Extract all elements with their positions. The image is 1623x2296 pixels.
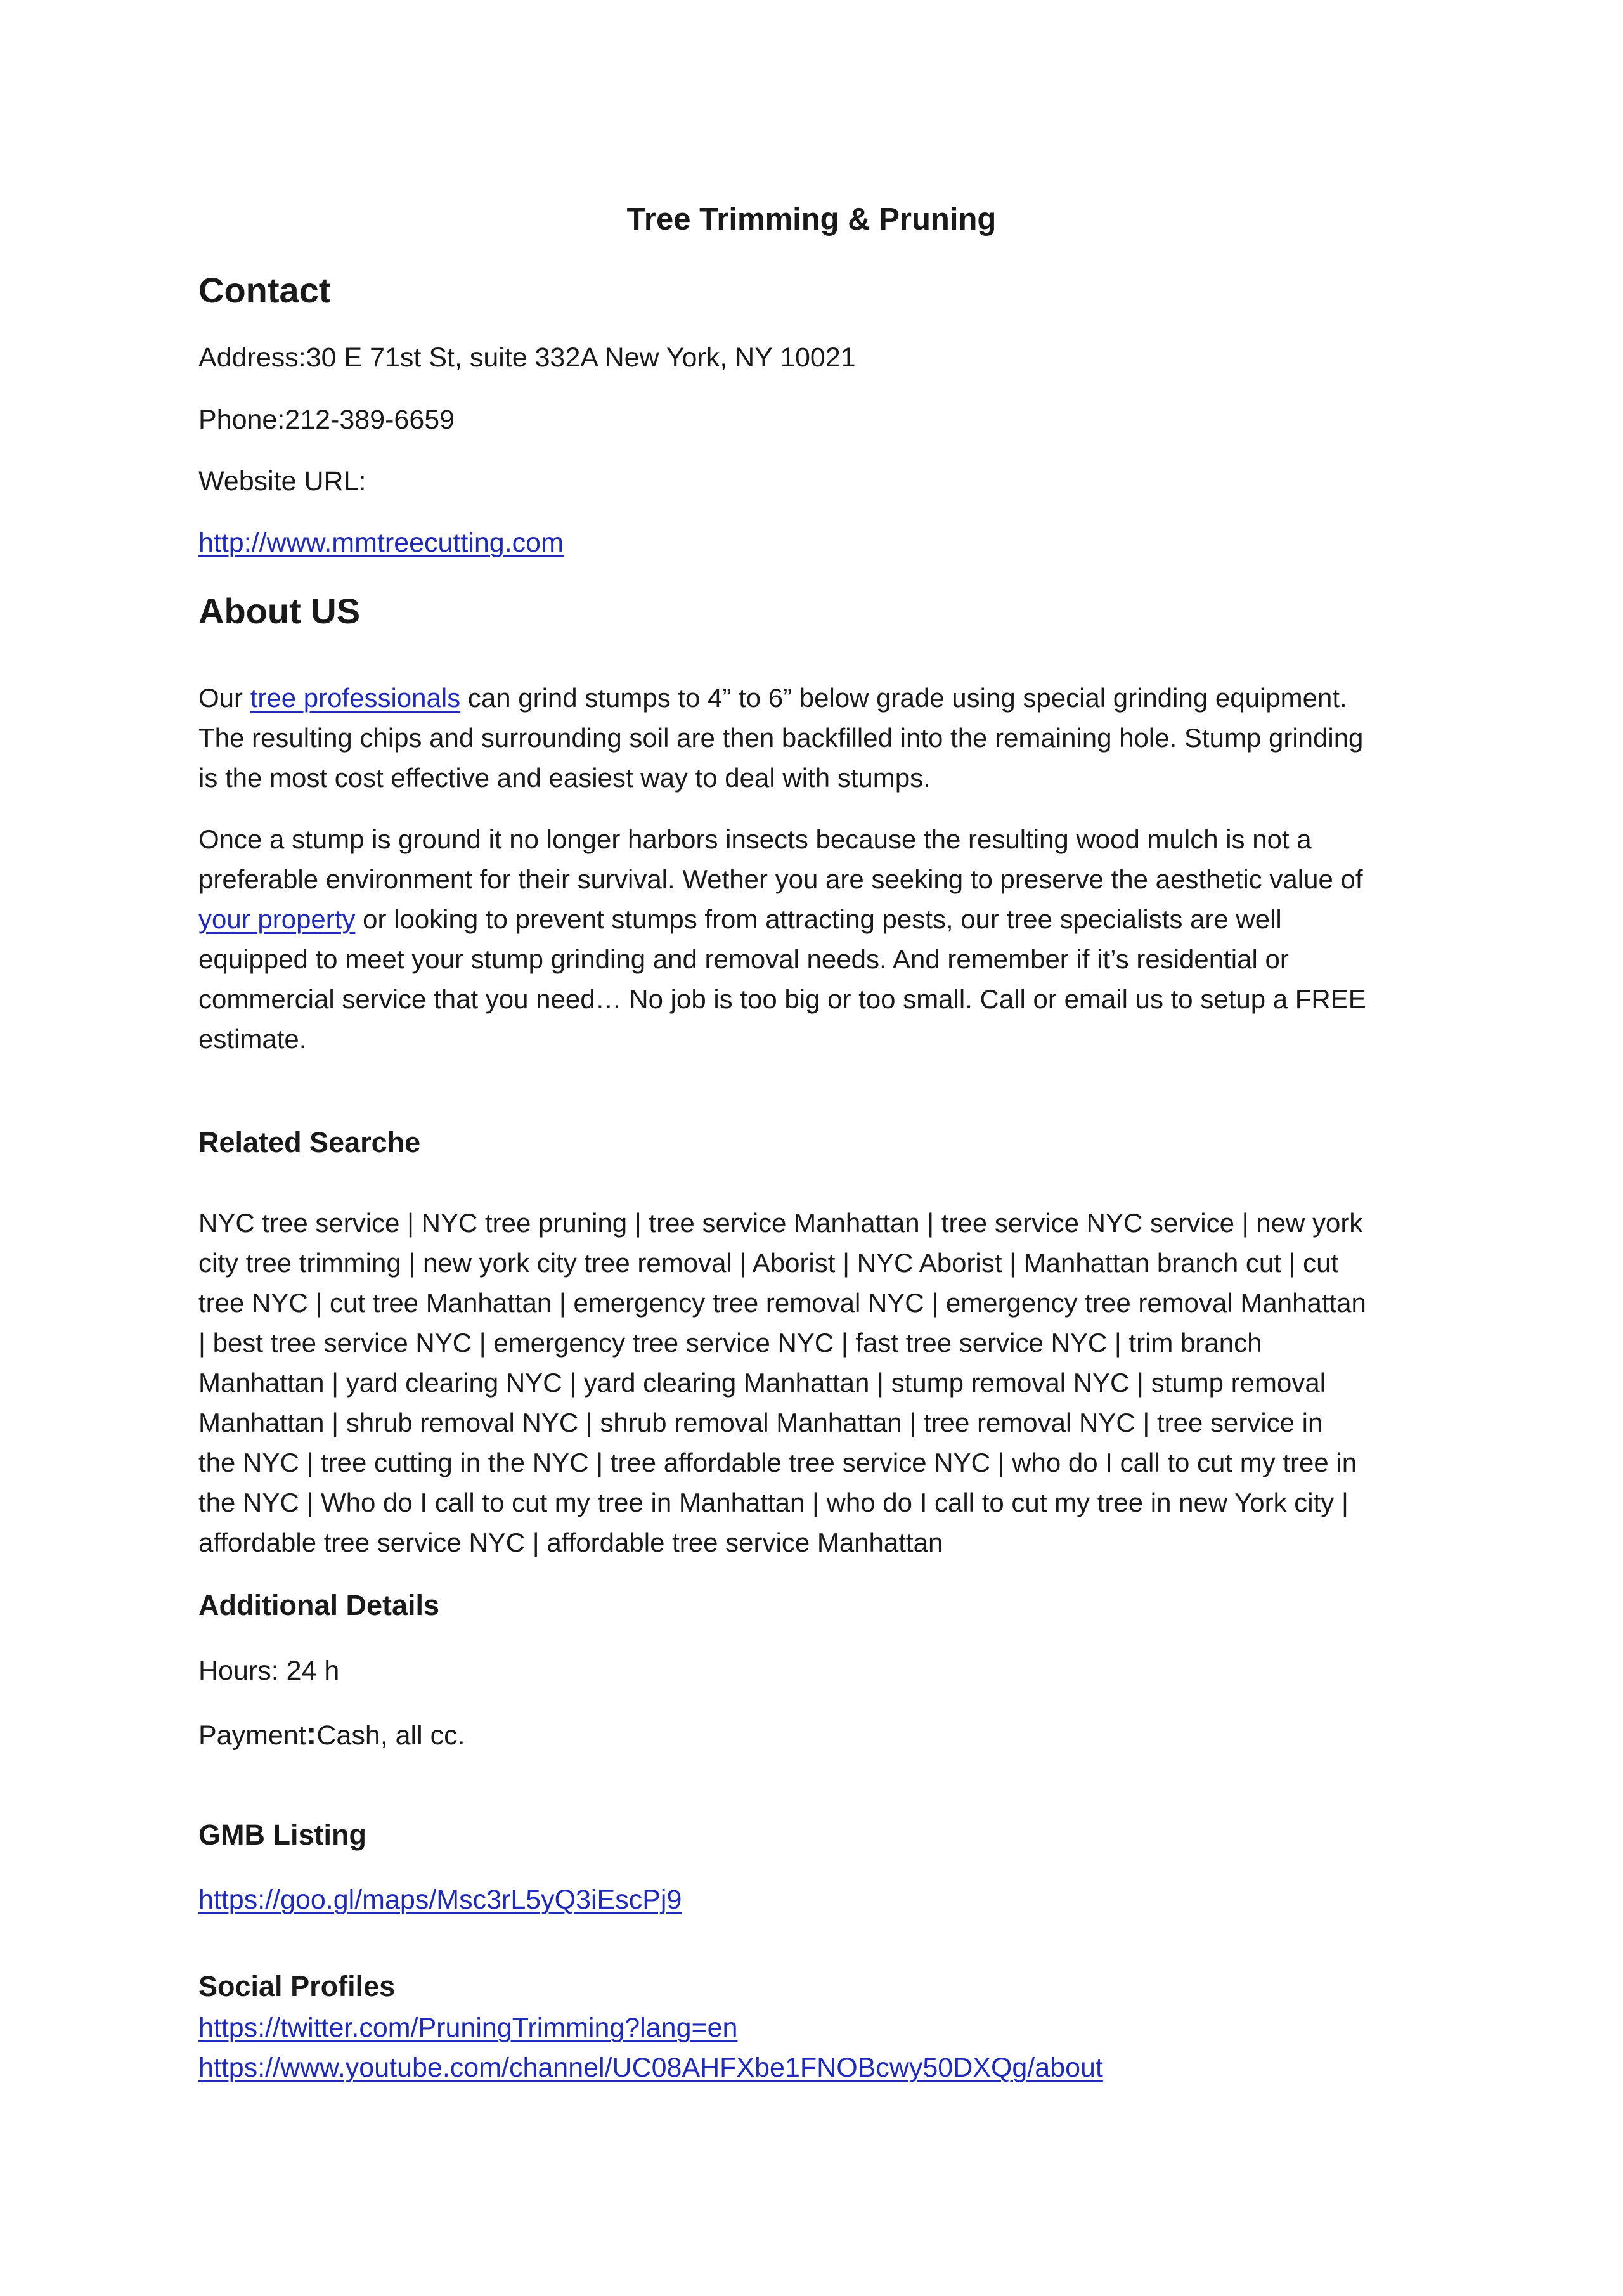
gmb-heading: GMB Listing	[198, 1819, 366, 1851]
related-line: NYC tree service | NYC tree pruning | tree service Manhattan | tree service NYC service | new york	[198, 1208, 1363, 1238]
social-heading: Social Profiles	[198, 1970, 396, 2002]
address-value: 30 E 71st St, suite 332A New York, NY 10021	[306, 342, 856, 373]
related-line: affordable tree service NYC | affordable tree service Manhattan	[198, 1527, 943, 1557]
about-heading: About US	[198, 591, 361, 631]
payment-label: Payment	[198, 1720, 306, 1751]
about-p1-line-3: is the most cost effective and easiest way to deal with stumps.	[198, 763, 931, 793]
document-title: Tree Trimming & Pruning	[626, 202, 997, 237]
about-p2-line-2: preferable environment for their survival. Wether you are seeking to preserve the aesthetic value of	[198, 864, 1363, 894]
hours-label: Hours:	[198, 1656, 287, 1686]
phone-value: 212-389-6659	[285, 405, 455, 435]
about-p1-line-2: The resulting chips and surrounding soil are then backfilled into the remaining hole. Stump grinding	[198, 723, 1364, 753]
related-line: | best tree service NYC | emergency tree service NYC | fast tree service NYC | trim branch	[198, 1328, 1262, 1358]
additional-details-heading: Additional Details	[198, 1589, 440, 1621]
phone-line	[198, 402, 1441, 438]
phone-label: Phone:	[198, 405, 285, 435]
payment-colon: :	[306, 1716, 317, 1751]
about-p2-line-5: commercial service that you need… No job is too big or too small. Call or email us to setup a FREE	[198, 984, 1366, 1014]
related-line: Manhattan | shrub removal NYC | shrub removal Manhattan | tree removal NYC | tree service in	[198, 1408, 1323, 1437]
gmb-line	[198, 1882, 1441, 1917]
about-p2-line-6: estimate.	[198, 1024, 307, 1054]
twitter-link[interactable]: https://twitter.com/PruningTrimming?lang=en	[198, 2013, 738, 2043]
about-p2-line-4: equipped to meet your stump grinding and removal needs. And remember if it’s residential or	[198, 944, 1289, 974]
about-p2-line-1: Once a stump is ground it no longer harbors insects because the resulting wood mulch is not a	[198, 824, 1312, 854]
website-link[interactable]: http://www.mmtreecutting.com	[198, 528, 564, 558]
hours-line	[198, 1653, 1441, 1689]
website-label: Website URL:	[198, 466, 366, 496]
youtube-line	[198, 2050, 1441, 2085]
related-searches-paragraph	[198, 1203, 1441, 1562]
related-line: the NYC | tree cutting in the NYC | tree affordable tree service NYC | who do I call to cut my tree in	[198, 1448, 1357, 1477]
related-line: tree NYC | cut tree Manhattan | emergency tree removal NYC | emergency tree removal Manhattan	[198, 1288, 1366, 1318]
twitter-line	[198, 2010, 1441, 2046]
payment-value: Cash, all cc.	[316, 1720, 465, 1751]
about-paragraph-1	[198, 678, 1441, 798]
about-paragraph-2	[198, 819, 1441, 1059]
related-line: Manhattan | yard clearing NYC | yard clearing Manhattan | stump removal NYC | stump removal	[198, 1368, 1326, 1398]
about-p2-line-3: your property or looking to prevent stumps from attracting pests, our tree specialists are well	[198, 904, 1282, 934]
related-line: city tree trimming | new york city tree removal | Aborist | NYC Aborist | Manhattan branch cut | cut	[198, 1248, 1339, 1278]
contact-heading: Contact	[198, 270, 331, 310]
hours-value: 24 h	[286, 1656, 340, 1686]
about-p1-line-1: Our tree professionals can grind stumps to 4” to 6” below grade using special grinding equipment.	[198, 683, 1347, 713]
your-property-link[interactable]: your property	[198, 904, 356, 934]
related-heading: Related Searche	[198, 1126, 421, 1158]
website-line	[198, 525, 1441, 561]
tree-professionals-link[interactable]: tree professionals	[250, 683, 461, 713]
payment-line	[198, 1716, 1441, 1753]
gmb-link[interactable]: https://goo.gl/maps/Msc3rL5yQ3iEscPj9	[198, 1884, 682, 1915]
address-line	[198, 340, 1441, 375]
youtube-link[interactable]: https://www.youtube.com/channel/UC08AHFXbe1FNOBcwy50DXQg/about	[198, 2053, 1103, 2083]
related-line: the NYC | Who do I call to cut my tree in Manhattan | who do I call to cut my tree in new York city |	[198, 1488, 1348, 1517]
address-label: Address:	[198, 342, 306, 373]
